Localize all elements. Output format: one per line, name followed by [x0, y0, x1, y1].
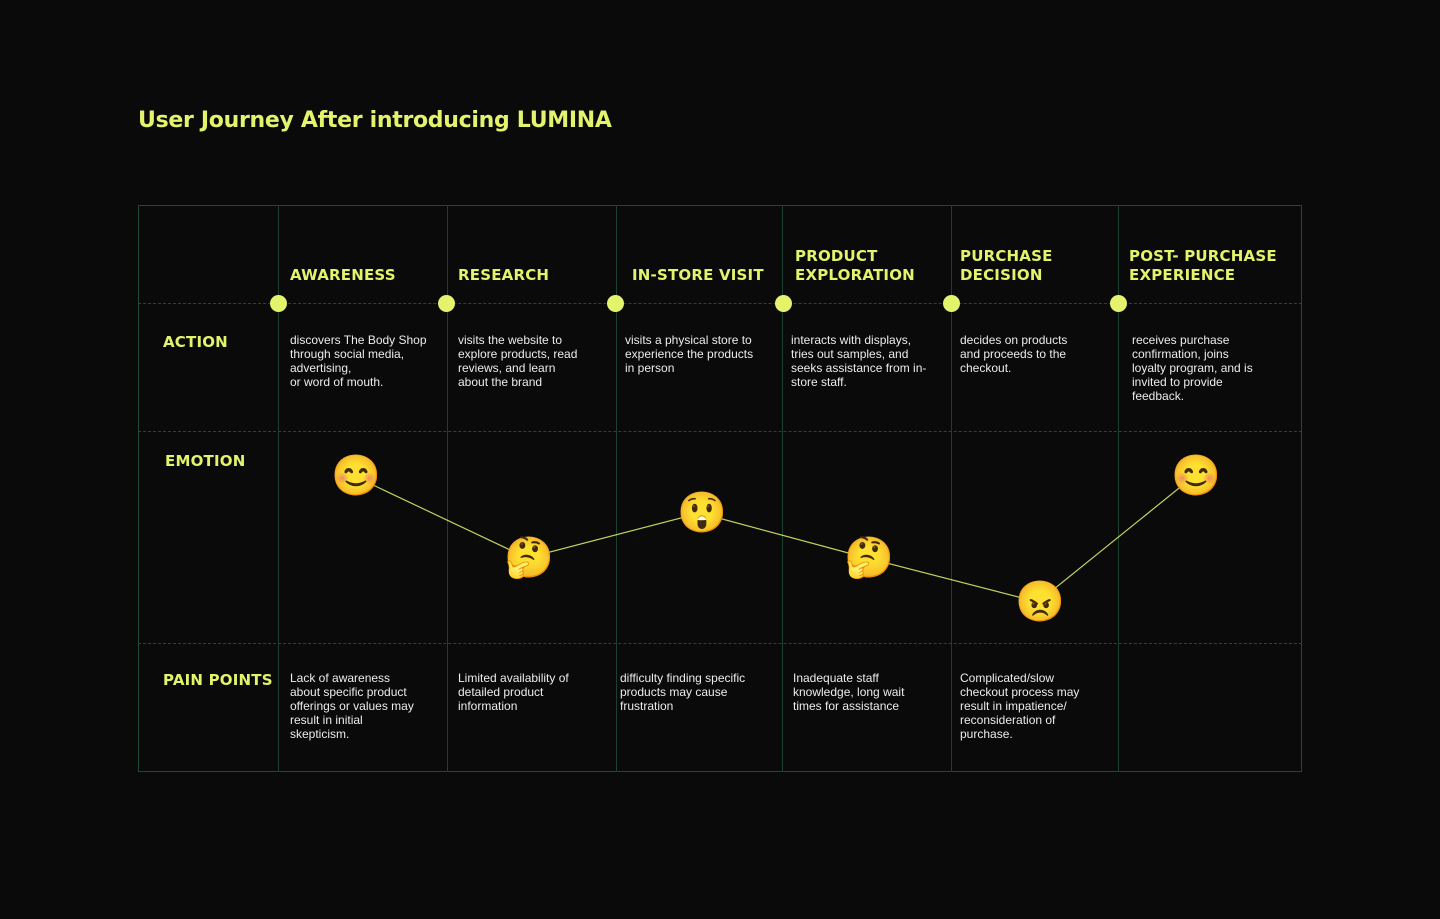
- pain-product-exploration: Inadequate staff knowledge, long wait times for assistance: [793, 671, 905, 713]
- emotion-surprised-icon: 😲: [677, 491, 727, 535]
- pain-research: Limited availability of detailed product information: [458, 671, 569, 713]
- pain-awareness: Lack of awareness about specific product offerings or values may result in initial skepticism.: [290, 671, 414, 741]
- row-label-pain-points: PAIN POINTS: [163, 671, 273, 689]
- page-title: User Journey After introducing LUMINA: [138, 108, 612, 133]
- stage-header-product-exploration: PRODUCT EXPLORATION: [795, 247, 915, 284]
- stage-header-awareness: AWARENESS: [290, 266, 396, 284]
- emotion-smiling-icon: 😊: [1171, 454, 1221, 498]
- emotion-smiling-icon: 😊: [331, 454, 381, 498]
- emotion-angry-icon: 😠: [1015, 580, 1065, 624]
- action-product-exploration: interacts with displays, tries out samples, and seeks assistance from in- store staff.: [791, 333, 927, 389]
- pain-in-store-visit: difficulty finding specific products may cause frustration: [620, 671, 746, 713]
- pain-purchase-decision: Complicated/slow checkout process may result in impatience/ reconsideration of purchase.: [960, 671, 1080, 741]
- stage-header-research: RESEARCH: [458, 266, 550, 284]
- emotion-thinking-icon: 🤔: [844, 536, 894, 580]
- action-in-store-visit: visits a physical store to experience the products in person: [625, 333, 754, 375]
- action-research: visits the website to explore products, read reviews, and learn about the brand: [458, 333, 578, 389]
- stage-header-purchase-decision: PURCHASE DECISION: [960, 247, 1053, 284]
- action-awareness: discovers The Body Shop through social media, advertising, or word of mouth.: [290, 333, 427, 389]
- stage-header-in-store-visit: IN-STORE VISIT: [632, 266, 764, 284]
- emotion-thinking-icon: 🤔: [504, 536, 554, 580]
- action-post-purchase: receives purchase confirmation, joins loyalty program, and is invited to provide feedback.: [1132, 333, 1253, 403]
- row-label-action: ACTION: [163, 333, 228, 351]
- stage-header-post-purchase: POST- PURCHASE EXPERIENCE: [1129, 247, 1277, 284]
- action-purchase-decision: decides on products and proceeds to the checkout.: [960, 333, 1068, 375]
- row-label-emotion: EMOTION: [165, 452, 246, 470]
